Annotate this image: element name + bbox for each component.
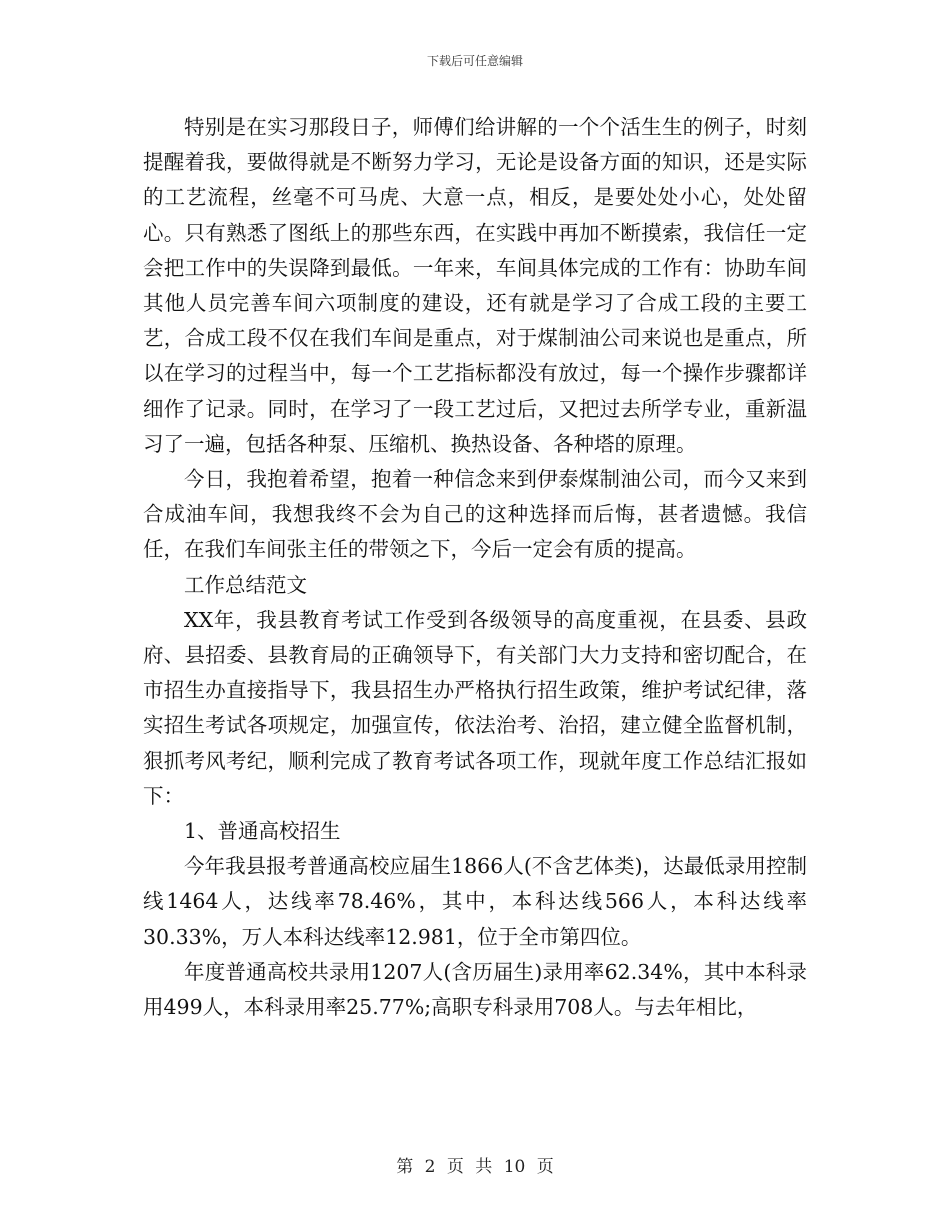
paragraph-internship: 特别是在实习那段日子，师傅们给讲解的一个个活生生的例子，时刻提醒着我，要做得就是不断努力学习，无论是设备方面的知识，还是实际的工艺流程，丝毫不可马虎、大意一点，相反，是要处处小心，处处留心。只有熟悉了图纸上的那些东西，在实践中再加不断摸索，我信任一定会把工作中的失误降到最低。一年来，车间具体完成的工作有：协助车间其他人员完善车间六项制度的建设，还有就是学习了合成工段的主要工艺，合成工段不仅在我们车间是重点，对于煤制油公司来说也是重点，所以在学习的过程当中，每一个工艺指标都没有放过，每一个操作步骤都详细作了记录。同时，在学习了一段工艺过后，又把过去所学专业，重新温习了一遍，包括各种泵、压缩机、换热设备、各种塔的原理。 — [143, 115, 807, 456]
section-heading-work-summary: 工作总结范文 — [184, 572, 307, 597]
paragraph-applicants-stats: 今年我县报考普通高校应届生1866人(不含艺体类)，达最低录用控制线1464人，达线率78.46%，其中，本科达线566人，本科达线率30.33%，万人本科达线率12.981，位于全市第四位。 — [143, 854, 807, 949]
paragraph-today: 今日，我抱着希望，抱着一种信念来到伊泰煤制油公司，而今又来到合成油车间，我想我终不会为自己的这种选择而后悔，甚者遗憾。我信任，在我们车间张主任的带领之下，今后一定会有质的提高。 — [143, 467, 807, 562]
page-header: 下载后可任意编辑 — [426, 54, 523, 68]
paragraph-exam-overview: XX年，我县教育考试工作受到各级领导的高度重视，在县委、县政府、县招委、县教育局的正确领导下，有关部门大力支持和密切配合，在市招生办直接指导下，我县招生办严格执行招生政策，维护考试纪律，落实招生考试各项规定，加强宣传，依法治考、治招，建立健全监督机制，狠抓考风考纪，顺利完成了教育考试各项工作，现就年度工作总结汇报如下： — [143, 607, 807, 808]
page-number-footer: 第 2 页 共 10 页 — [396, 1157, 554, 1177]
paragraph-admission-stats: 年度普通高校共录用1207人(含历届生)录用率62.34%，其中本科录用499人，本科录用率25.77%;高职专科录用708人。与去年相比， — [143, 959, 807, 1020]
document-body — [143, 110, 807, 1025]
section-heading-college-admission: 1、普通高校招生 — [184, 819, 341, 844]
